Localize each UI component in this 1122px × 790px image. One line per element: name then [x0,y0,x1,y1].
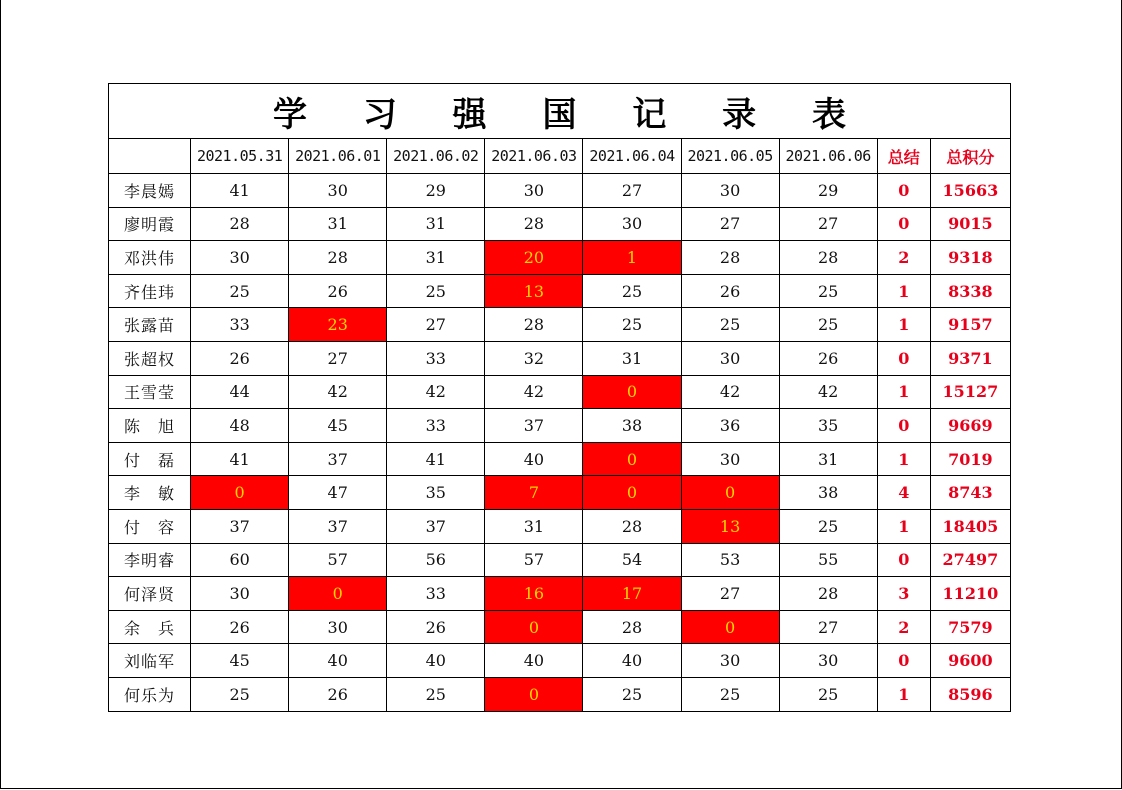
summary-cell[interactable]: 1 [877,442,930,476]
summary-cell[interactable]: 0 [877,207,930,241]
header-date: 2021.06.05 [681,139,779,174]
score-cell[interactable]: 25 [191,677,289,711]
score-cell[interactable]: 44 [191,375,289,409]
score-cell[interactable]: 28 [485,207,583,241]
score-cell[interactable]: 42 [681,375,779,409]
summary-cell[interactable]: 0 [877,543,930,577]
total-cell[interactable]: 8338 [930,274,1010,308]
score-cell[interactable]: 31 [387,207,485,241]
header-date: 2021.06.03 [485,139,583,174]
score-cell[interactable]: 27 [681,577,779,611]
score-cell[interactable]: 53 [681,543,779,577]
score-cell[interactable]: 40 [289,644,387,678]
score-cell[interactable]: 26 [387,610,485,644]
score-cell[interactable]: 41 [191,174,289,208]
score-cell[interactable]: 28 [681,241,779,275]
score-cell[interactable]: 45 [191,644,289,678]
score-cell[interactable]: 28 [779,241,877,275]
score-cell[interactable]: 26 [191,341,289,375]
score-cell[interactable]: 55 [779,543,877,577]
score-cell[interactable]: 0 [485,610,583,644]
score-cell[interactable]: 0 [485,677,583,711]
score-cell[interactable]: 0 [583,476,681,510]
score-cell[interactable]: 27 [583,174,681,208]
score-cell[interactable]: 1 [583,241,681,275]
score-cell[interactable]: 38 [583,409,681,443]
score-cell[interactable]: 56 [387,543,485,577]
score-cell[interactable]: 40 [583,644,681,678]
total-cell[interactable]: 9600 [930,644,1010,678]
score-cell[interactable]: 40 [485,644,583,678]
summary-cell[interactable]: 1 [877,677,930,711]
score-cell[interactable]: 27 [779,207,877,241]
header-date: 2021.06.02 [387,139,485,174]
score-cell[interactable]: 27 [289,341,387,375]
header-summary: 总结 [877,139,930,174]
member-name[interactable]: 李明睿 [109,543,191,577]
score-cell[interactable]: 37 [191,509,289,543]
member-name[interactable]: 齐佳玮 [109,274,191,308]
member-name[interactable]: 陈 旭 [109,409,191,443]
score-cell[interactable]: 35 [387,476,485,510]
score-cell[interactable]: 0 [681,476,779,510]
score-cell[interactable]: 37 [387,509,485,543]
header-name [109,139,191,174]
score-cell[interactable]: 13 [681,509,779,543]
summary-cell[interactable]: 0 [877,644,930,678]
header-row [109,139,1011,174]
score-cell[interactable]: 30 [583,207,681,241]
total-cell[interactable]: 11210 [930,577,1010,611]
score-cell[interactable]: 31 [485,509,583,543]
summary-cell[interactable]: 1 [877,375,930,409]
score-cell[interactable]: 25 [681,308,779,342]
score-cell[interactable]: 28 [485,308,583,342]
member-name[interactable]: 王雪莹 [109,375,191,409]
score-cell[interactable]: 36 [681,409,779,443]
total-cell[interactable]: 15127 [930,375,1010,409]
score-cell[interactable]: 37 [289,509,387,543]
score-cell[interactable]: 35 [779,409,877,443]
score-cell[interactable]: 57 [289,543,387,577]
total-cell[interactable]: 15663 [930,174,1010,208]
member-name[interactable]: 何乐为 [109,677,191,711]
score-cell[interactable]: 33 [387,409,485,443]
summary-cell[interactable]: 2 [877,241,930,275]
total-cell[interactable]: 8596 [930,677,1010,711]
score-cell[interactable]: 27 [387,308,485,342]
score-cell[interactable]: 0 [583,442,681,476]
member-name[interactable]: 刘临军 [109,644,191,678]
member-name[interactable]: 张露苗 [109,308,191,342]
score-cell[interactable]: 26 [191,610,289,644]
table-row [109,409,1011,443]
score-cell[interactable]: 25 [779,308,877,342]
summary-cell[interactable]: 1 [877,509,930,543]
score-cell[interactable]: 26 [289,677,387,711]
score-cell[interactable]: 37 [485,409,583,443]
score-cell[interactable]: 41 [191,442,289,476]
total-cell[interactable]: 18405 [930,509,1010,543]
score-cell[interactable]: 30 [289,610,387,644]
score-cell[interactable]: 40 [387,644,485,678]
header-date: 2021.06.04 [583,139,681,174]
score-cell[interactable]: 38 [779,476,877,510]
score-cell[interactable]: 30 [779,644,877,678]
score-cell[interactable]: 25 [191,274,289,308]
table-title: 学 习 强 国 记 录 表 [109,84,1011,139]
score-cell[interactable]: 28 [583,610,681,644]
score-cell[interactable]: 42 [485,375,583,409]
score-cell[interactable]: 0 [289,577,387,611]
score-cell[interactable]: 28 [583,509,681,543]
total-cell[interactable]: 9015 [930,207,1010,241]
score-cell[interactable]: 37 [289,442,387,476]
summary-cell[interactable]: 0 [877,174,930,208]
member-name[interactable]: 付 磊 [109,442,191,476]
score-cell[interactable]: 0 [191,476,289,510]
table-row [109,677,1011,711]
table-row [109,577,1011,611]
header-date: 2021.05.31 [191,139,289,174]
score-cell[interactable]: 45 [289,409,387,443]
table-row [109,308,1011,342]
score-cell[interactable]: 31 [583,341,681,375]
score-cell[interactable]: 28 [779,577,877,611]
score-cell[interactable]: 30 [681,174,779,208]
member-name[interactable]: 廖明霞 [109,207,191,241]
score-cell[interactable]: 30 [191,241,289,275]
score-cell[interactable]: 25 [779,509,877,543]
score-cell[interactable]: 23 [289,308,387,342]
score-cell[interactable]: 25 [583,308,681,342]
total-cell[interactable]: 27497 [930,543,1010,577]
header-total: 总积分 [930,139,1010,174]
score-cell[interactable]: 26 [779,341,877,375]
member-name[interactable]: 付 容 [109,509,191,543]
score-cell[interactable]: 28 [289,241,387,275]
member-name[interactable]: 邓洪伟 [109,241,191,275]
summary-cell[interactable]: 4 [877,476,930,510]
score-cell[interactable]: 47 [289,476,387,510]
score-cell[interactable]: 32 [485,341,583,375]
score-cell[interactable]: 33 [387,341,485,375]
table-row [109,274,1011,308]
score-cell[interactable]: 54 [583,543,681,577]
score-cell[interactable]: 30 [191,577,289,611]
total-cell[interactable]: 9157 [930,308,1010,342]
member-name[interactable]: 李晨嫣 [109,174,191,208]
table-row [109,341,1011,375]
member-name[interactable]: 张超权 [109,341,191,375]
summary-cell[interactable]: 3 [877,577,930,611]
score-cell[interactable]: 48 [191,409,289,443]
record-table [108,83,1011,712]
total-cell[interactable]: 7019 [930,442,1010,476]
score-cell[interactable]: 29 [387,174,485,208]
title-row [109,84,1011,139]
table-row [109,644,1011,678]
table-row [109,241,1011,275]
table-row [109,476,1011,510]
score-cell[interactable]: 20 [485,241,583,275]
total-cell[interactable]: 9371 [930,341,1010,375]
score-cell[interactable]: 25 [387,274,485,308]
total-cell[interactable]: 8743 [930,476,1010,510]
score-cell[interactable]: 25 [583,677,681,711]
score-cell[interactable]: 27 [779,610,877,644]
member-name[interactable]: 李 敏 [109,476,191,510]
table-row [109,207,1011,241]
summary-cell[interactable]: 0 [877,409,930,443]
summary-cell[interactable]: 2 [877,610,930,644]
member-name[interactable]: 何泽贤 [109,577,191,611]
score-cell[interactable]: 27 [681,207,779,241]
table-row [109,375,1011,409]
header-date: 2021.06.06 [779,139,877,174]
total-cell[interactable]: 9318 [930,241,1010,275]
score-cell[interactable]: 25 [387,677,485,711]
table-row [109,442,1011,476]
score-cell[interactable]: 25 [779,274,877,308]
header-date: 2021.06.01 [289,139,387,174]
table-row [109,509,1011,543]
table-row [109,174,1011,208]
summary-cell[interactable]: 0 [877,341,930,375]
score-cell[interactable]: 16 [485,577,583,611]
table-row [109,610,1011,644]
score-cell[interactable]: 29 [779,174,877,208]
summary-cell[interactable]: 1 [877,274,930,308]
score-cell[interactable]: 26 [681,274,779,308]
score-cell[interactable]: 7 [485,476,583,510]
total-cell[interactable]: 7579 [930,610,1010,644]
score-cell[interactable]: 17 [583,577,681,611]
score-cell[interactable]: 30 [485,174,583,208]
score-cell[interactable]: 31 [779,442,877,476]
score-cell[interactable]: 26 [289,274,387,308]
score-cell[interactable]: 25 [779,677,877,711]
score-cell[interactable]: 0 [583,375,681,409]
score-cell[interactable]: 25 [681,677,779,711]
score-cell[interactable]: 33 [387,577,485,611]
score-cell[interactable]: 60 [191,543,289,577]
summary-cell[interactable]: 1 [877,308,930,342]
score-cell[interactable]: 31 [289,207,387,241]
score-cell[interactable]: 42 [779,375,877,409]
member-name[interactable]: 余 兵 [109,610,191,644]
table-row [109,543,1011,577]
score-cell[interactable]: 28 [191,207,289,241]
score-cell[interactable]: 40 [485,442,583,476]
score-cell[interactable]: 33 [191,308,289,342]
score-cell[interactable]: 30 [681,442,779,476]
total-cell[interactable]: 9669 [930,409,1010,443]
score-cell[interactable]: 31 [387,241,485,275]
score-cell[interactable]: 0 [681,610,779,644]
score-cell[interactable]: 30 [681,644,779,678]
score-cell[interactable]: 57 [485,543,583,577]
score-cell[interactable]: 42 [289,375,387,409]
score-cell[interactable]: 30 [289,174,387,208]
score-cell[interactable]: 30 [681,341,779,375]
score-cell[interactable]: 42 [387,375,485,409]
score-cell[interactable]: 25 [583,274,681,308]
score-cell[interactable]: 13 [485,274,583,308]
score-cell[interactable]: 41 [387,442,485,476]
